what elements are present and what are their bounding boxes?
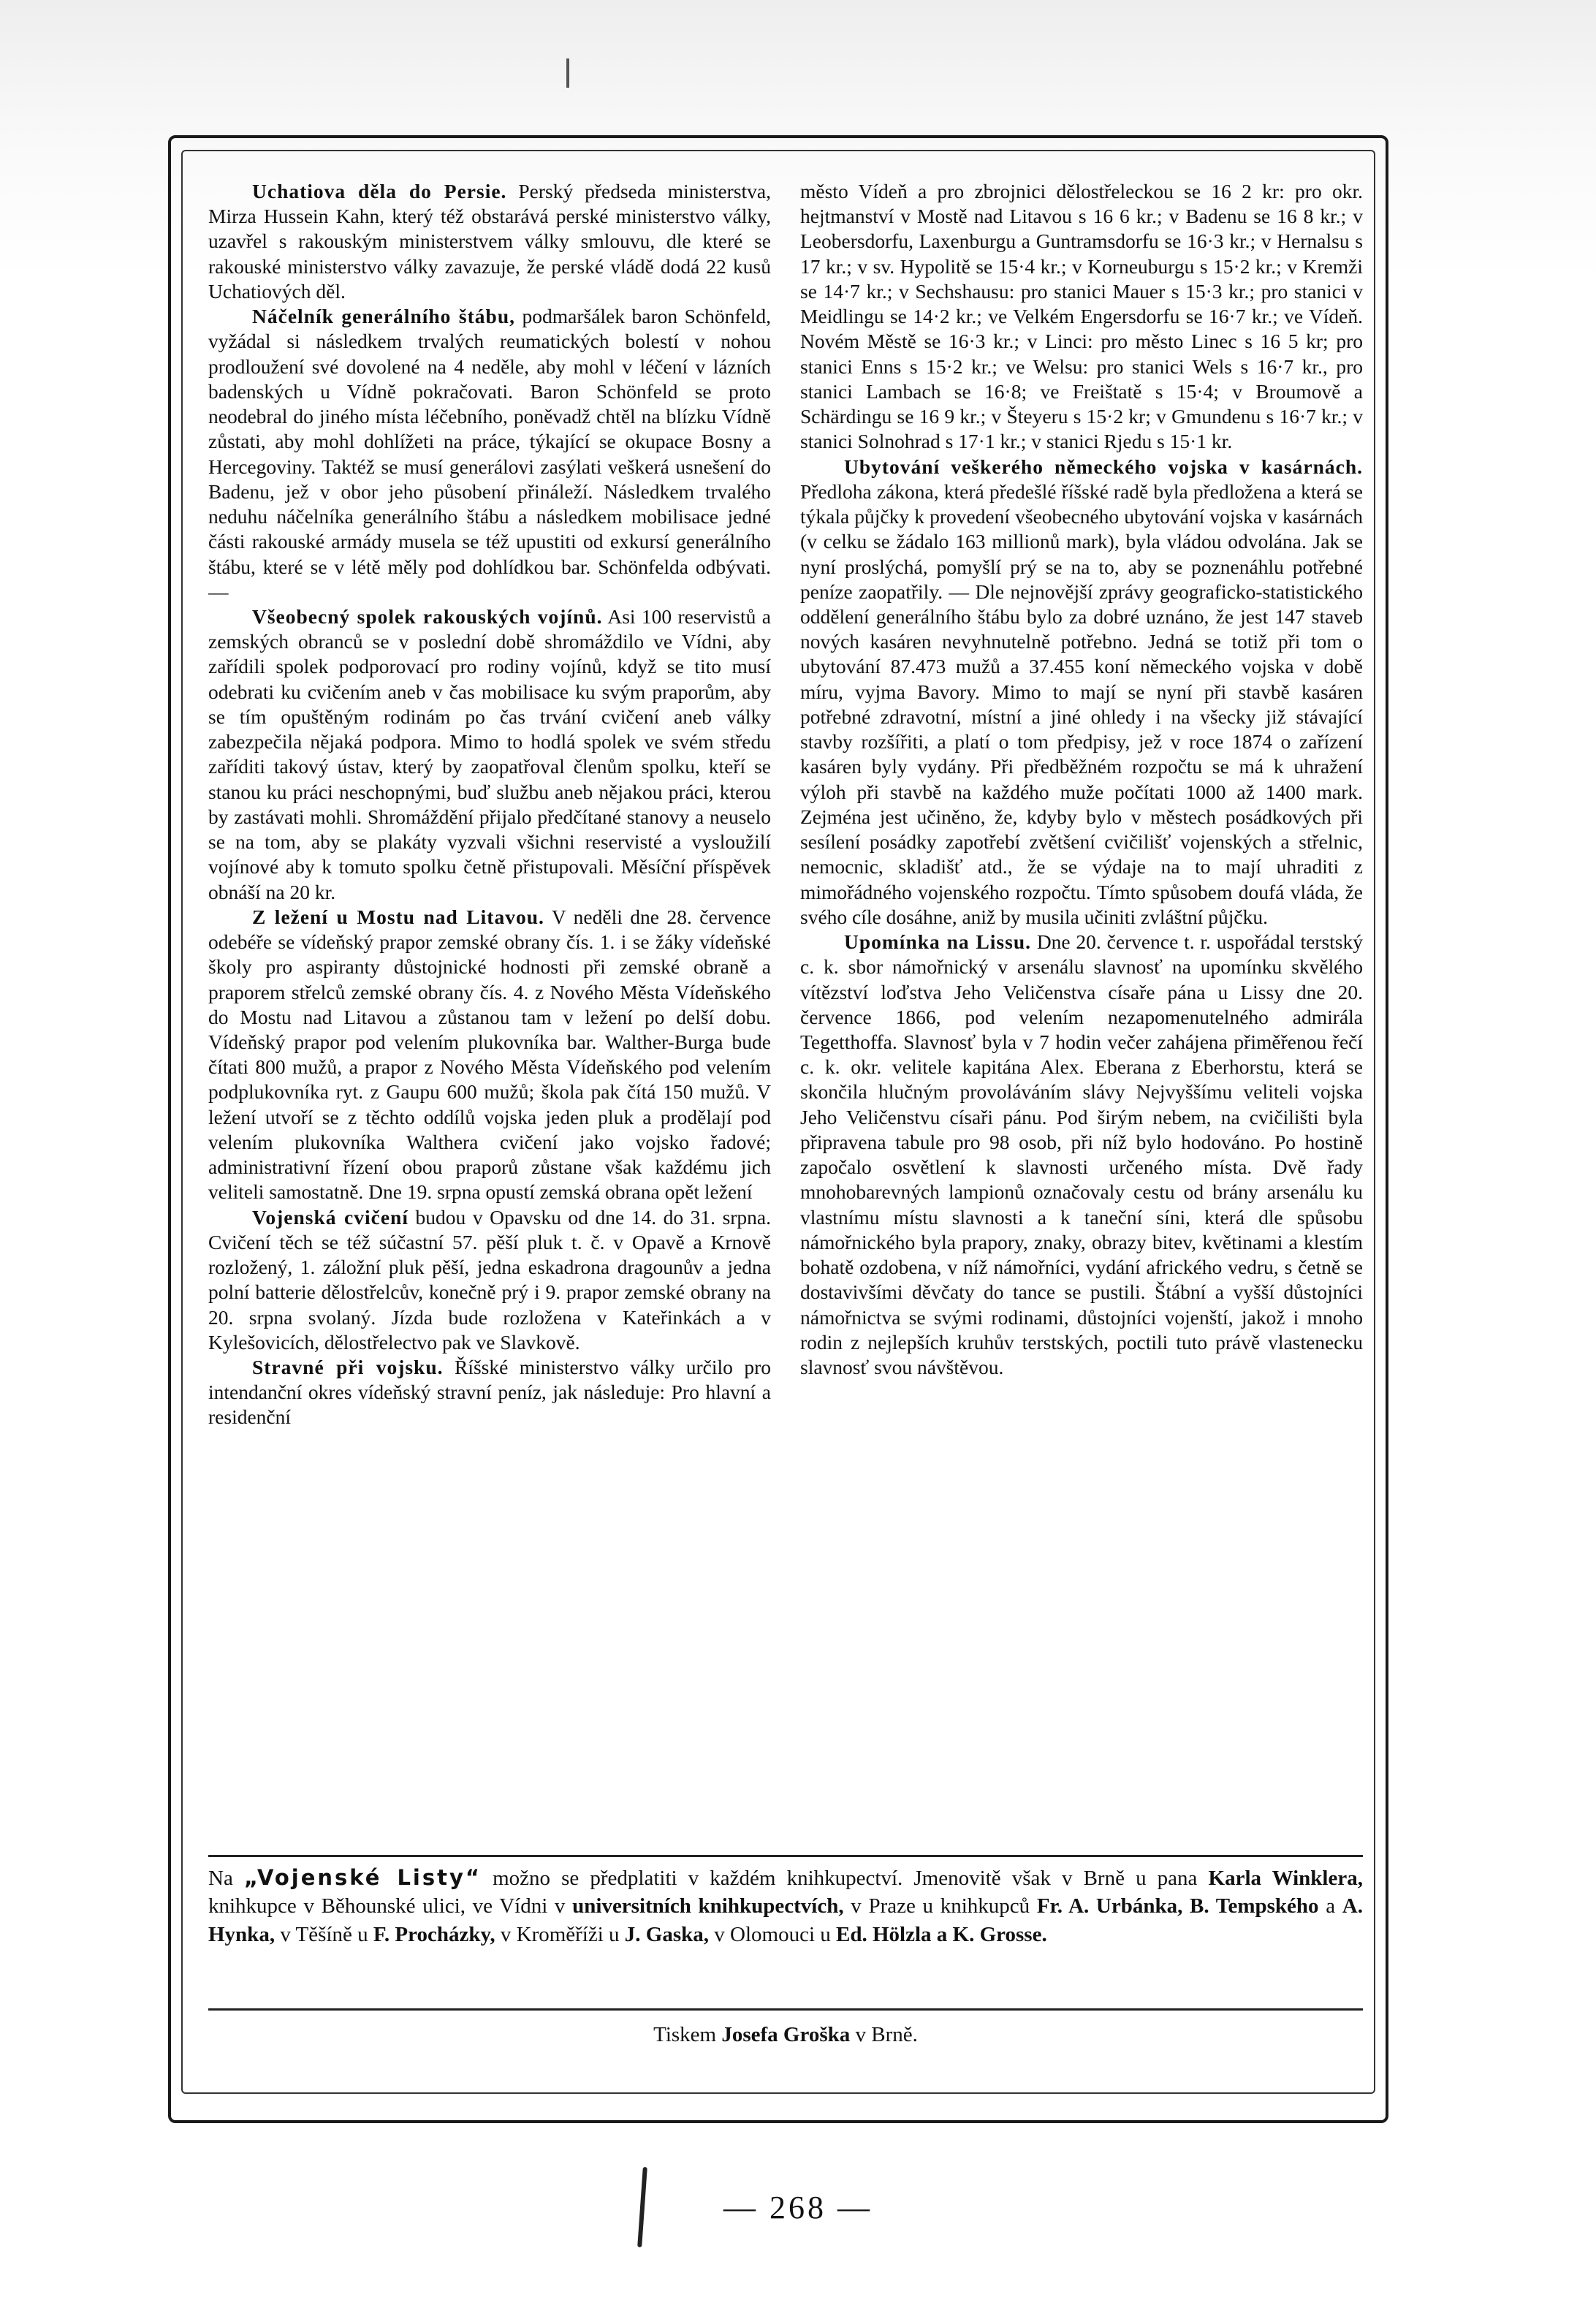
article-heading: Ubytování veškerého německého vojska v kasárnách. [844, 455, 1363, 478]
article-camp-bruck [208, 905, 771, 1205]
notice-divider-bottom [208, 2008, 1363, 2011]
article-soldiers-society [208, 604, 771, 905]
article-heading: Všeobecný spolek rakouských vojínů. [252, 604, 603, 628]
bookseller-name: Ed. Hölzla a K. Grosse. [836, 1922, 1047, 1946]
notice-text: a [1318, 1894, 1342, 1918]
notice-text: v Těšíně u [275, 1922, 373, 1946]
article-barracks [800, 455, 1363, 930]
article-military-exercises [208, 1205, 771, 1355]
bookseller-name: Karla Winklera, [1208, 1867, 1363, 1890]
bookseller-name: A. Hynka, [208, 1894, 1363, 1946]
printer-name: Josefa Groška [721, 2023, 851, 2046]
article-persian-cannons [208, 179, 771, 304]
article-text: Dne 20. července t. r. uspořádal terstský c. k. sbor námořnický v arsenálu slavnosť na upomínku skvělého vítězství loďstva Jeho Veličenstva císaře pána u Lissy dne 20. července 1866, pod velením nezapomenutelného admirála Tegetthoffa. Slavnosť byla v 7 hodin večer zahájena přiměřenou řečí c. k. okr. velitele kapitána Alex. Eberana z Eberhorstu, která se skončila hlučným provoláváním slávy Nejvyššímu veliteli vojska Jeho Veličenstvu císaři pánu. Pod širým nebem, na cvičilišti byla připravena tabule pro 98 osob, při níž bylo hodováno. Po hostině započalo osvětlení k slavnosti určeného místa. Dvě řady mnohobarevných lampionů označovaly cestu od brány arsenálu ku vlastnímu místu slavnosti a k taneční síni, která dle spůsobu námořnického byla prapory, znaky, obrazy bitev, květinami a klestím bohatě ozdobena, v níž námořníci, vydání afrického vedru, s četně se dostavivšími děvčaty do tance se pustili. Štábní a vyšší důstojníci námořnictva se svými rodinami, důstojníci vojenští, jakož i mnoho rodin z nejlepších kruhův terstských, poctili tuto právě vlastenecku slavnosť svou návštěvou. [800, 930, 1363, 1379]
bookseller-name: F. Procházky, [373, 1922, 495, 1946]
article-text: podmaršálek baron Schönfeld, vyžádal si následkem trvalých reumatických bolestí v nohou prodloužení své dovolené na 4 neděle, aby mohl v léčení v lázních badenských u Vídně pokračovati. Baron Schönfeld se proto neodebral do jiného místa léčebního, poněvadž chtěl na blízku Vídně zůstati, aby mohl dohlížeti na práce, týkající se okupace Bosny a Hercegoviny. Taktéž se musí generálovi zasýlati veškerá usnešení do Badenu, jež v obor jeho působení přináleží. Následkem trvalého neduhu náčelníka generálního štábu a následkem mobilisace jedné části rakouské armády musela se též upustiti od exkursí generálního štábu, které se v létě měly pod dohlídkou bar. Schönfelda odbývati. — [208, 305, 771, 603]
journal-title: „Vojenské Listy“ [243, 1865, 482, 1890]
article-heading: Náčelník generálního štábu, [252, 305, 515, 328]
article-heading: Vojenská cvičení [252, 1205, 408, 1229]
bookseller-name: universitních knihkupectvích, [572, 1894, 844, 1918]
article-heading: Upomínka na Lissu. [844, 930, 1031, 954]
bookseller-name: Fr. A. Urbánka, B. Tempského [1036, 1894, 1319, 1918]
article-text: Říšské ministerstvo války určilo pro intendanční okres vídeňský stravní peníz, jak následuje: Pro hlavní a residenční [208, 1356, 771, 1429]
left-column [208, 179, 771, 1842]
ink-mark [566, 58, 569, 88]
article-rations [208, 1355, 771, 1430]
imprint-text: Tiskem [653, 2023, 722, 2046]
page-number: — 268 — [723, 2190, 873, 2225]
article-heading: Uchatiova děla do Persie. [252, 180, 507, 202]
article-text: Předloha zákona, která předešlé říšské radě byla předložena a která se týkala půjčky k provedení všeobecného ubytování vojska v kasárnách (v celku se žádalo 163 millionů mark), byla vládou odvolána. Jak se nyní proslýchá, pomyšlí prý se na to, aby se poznenáhlu potřebné peníze zaopatřily. — Dle nejnovější zprávy geograficko-statistického oddělení generálního štábu bylo za dobré uznáno, že jest 147 staveb nových kasáren nevyhnutelně potřebno. Jedná se totiž při tom o ubytování 87.473 mužů a 37.455 koní německého vojska v době míru, vyjma Bavory. Mimo to mají se nyní při stavbě kasáren potřebné zdravotní, místní a jiné ohledy i na všecky již stávající stavby rozšířiti, a platí o tom předpisy, jež v roce 1874 o zařízení kasáren byly vydány. Při předběžném rozpočtu se má k uhražení výloh při stavbě na každého muže počítati 1000 až 1400 mark. Zejména jest učiněno, že, kdyby bylo v městech posádkových při sesílení posádky zapotřebí zvětšení cvičilišť vojenských a střelnic, nemocnic, skladišť atd., že se výdaje na to mají uhraditi z mimořádného vojenského rozpočtu. Tímto spůsobem doufá vláda, že svého cíle dosáhne, aniž by musila učiniti zvláštní půjčku. [800, 479, 1363, 928]
article-text: V neděli dne 28. července odebéře se vídeňský prapor zemské obrany čís. 1. i se žáky vídeňské školy pro aspiranty důstojnické hodnosti při zemské obraně a praporem střelců zemské obrany čís. 4. z Nového Města Vídeňského do Mostu nad Litavou a zůstanou tam v ležení po delší dobu. Vídeňský prapor pod velením plukovníka bar. Walther-Burga bude čítati 800 mužů, a prapor z Nového Města Vídeňského pod velením podplukovníka ryt. z Gaupu 600 mužů; škola pak čítá 150 mužů. V ležení utvoří se z těchto oddílů vojska jeden pluk a prodělají pod velením plukovníka Walthera cvičení jako vojsko řadové; administrativní řízení obou praporů zůstane však každému jich veliteli samostatně. Dne 19. srpna opustí zemská obrana opět ležení [208, 905, 771, 1204]
notice-divider-top [208, 1855, 1363, 1857]
article-text: město Vídeň a pro zbrojnici dělostřeleckou se 16 2 kr: pro okr. hejtmanství v Mostě nad Litavou s 16 6 kr.; v Badenu se 16 8 kr.; v Leobersdorfu, Laxenburgu a Guntramsdorfu se 16·3 kr.; v Hernalsu s 17 kr.; v sv. Hypolitě se 15·4 kr.; v Korneuburgu s 15·2 kr.; v Kremži se 14·7 kr.; v Sechshausu: pro stanici Mauer s 15·3 kr.; pro stanici v Meidlingu se 14·2 kr.; ve Velkém Engersdorfu se 16·7 kr.; ve Vídeň. Novém Městě se 16·3 kr.; v Linci: pro město Linec s 16 5 kr; pro stanici Enns s 15·2 kr.; ve Welsu: pro stanici Wels s 16·7 kr., pro stanici Lambach se 16·8; ve Freištatě s 15·4; v Broumově a Schärdingu se 16 9 kr.; v Šteyeru s 15·2 kr; v Gmundenu s 16·7 kr.; v stanici Solnohrad s 17·1 kr.; v stanici Rjedu s 15·1 kr. [800, 180, 1363, 453]
article-lissa [800, 930, 1363, 1380]
notice-text: knihkupce v Běhounské ulici, ve Vídni v [208, 1894, 573, 1918]
notice-text: v Praze u knihkupců [843, 1894, 1037, 1918]
article-text: budou v Opavsku od dne 14. do 31. srpna. Cvičení těch se též súčastní 57. pěší pluk t. č. v Opavě a Krnově rozložený, 1. záložní pluk pěší, jedna eskadrona dragounův a jedna polní batterie dělostřelcův, konečně prý i 9. prapor zemské obrany na 20. srpna svolaný. Jízda bude rozložena v Kateřinkách a v Kylešovicích, dělostřelectvo pak ve Slavkově. [208, 1205, 771, 1354]
article-text: Perský předseda ministerstva, Mirza Hussein Kahn, který též obstarává perské ministerstvo války, uzavřel s rakouským ministerstvem války smlouvu, dle které se rakouské ministerstvo války zavazuje, že perské vládě dodá 22 kusů Uchatiových děl. [208, 180, 771, 303]
article-columns [208, 179, 1363, 1842]
notice-text: v Kroměříži u [495, 1922, 625, 1946]
printer-imprint [208, 2023, 1363, 2047]
subscription-notice [208, 1864, 1363, 1948]
notice-text: Na [208, 1867, 244, 1890]
article-chief-of-staff [208, 304, 771, 604]
imprint-text: v Brně. [850, 2023, 918, 2046]
right-column [800, 179, 1363, 1842]
article-rations-continued [800, 179, 1363, 455]
notice-text: v Olomouci u [709, 1922, 837, 1946]
article-heading: Z ležení u Mostu nad Litavou. [252, 905, 544, 928]
bookseller-name: J. Gaska, [624, 1922, 710, 1946]
article-text: Asi 100 reservistů a zemských obranců se v poslední době shromáždilo ve Vídni, aby zařídili spolek podporovací pro rodiny vojínů, když se tito musí odebrati ku cvičením aneb v čas mobilisace ku svým praporům, aby se tím opuštěným rodinám po čas trvání cvičení aneb války zabezpečila nějaká podpora. Mimo to hodlá spolek ve svém středu zaříditi takový ústav, který by zaopatřoval členům spolku, kteří se stanou ku práci neschopnými, buď službu aneb nějakou práci, kterou by zastávati mohli. Shromáždění přijalo předčítané stanovy a neuselo se na tom, aby se plakáty vyzvali všichni reservisté a vysloužilí vojínové aby k tomuto spolku četně přistupovali. Měsíční příspěvek obnáší na 20 kr. [208, 604, 771, 903]
notice-text: možno se předplatiti v každém knihkupectví. Jmenovitě však v Brně u pana [481, 1867, 1209, 1890]
article-heading: Stravné při vojsku. [252, 1356, 444, 1379]
